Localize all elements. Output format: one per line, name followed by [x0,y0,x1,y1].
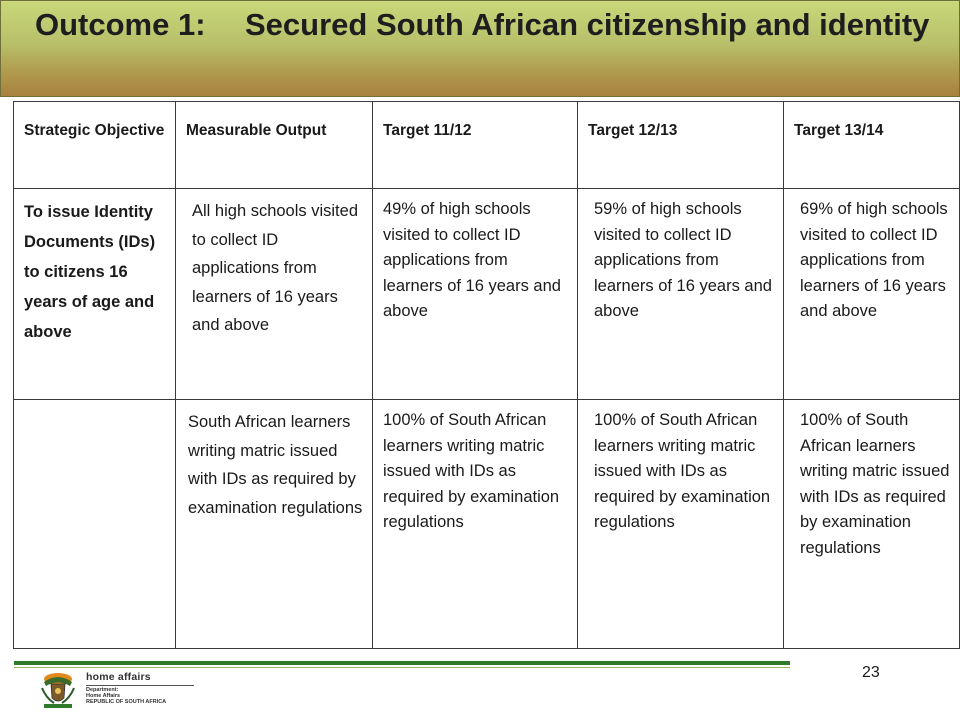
table-row [14,189,960,400]
outcome-label: Outcome 1: [35,7,206,42]
target-1112-cell: 100% of South African learners writing matric issued with IDs as required by examination regulations [373,400,578,649]
outcome-title: Secured South African citizenship and identity [245,7,930,42]
column-header: Target 11/12 [373,102,578,189]
table-row [14,400,960,649]
brand-home-affairs: Home Affairs [86,693,121,699]
footer-divider-thin [14,667,790,668]
column-header: Measurable Output [176,102,373,189]
brand-republic: REPUBLIC OF SOUTH AFRICA [86,699,167,705]
footer-divider [14,661,790,665]
home-affairs-brand [86,672,206,705]
target-1112-cell: 49% of high schools visited to collect ID applications from learners of 16 years and above [373,189,578,400]
coat-of-arms-icon [34,670,82,710]
target-1213-cell: 59% of high schools visited to collect ID applications from learners of 16 years and above [578,189,784,400]
column-header: Strategic Objective [14,102,176,189]
table-header-row [14,102,960,189]
brand-name: home affairs [86,671,151,683]
target-1213-cell: 100% of South African learners writing matric issued with IDs as required by examination regulations [578,400,784,649]
brand-department: Department: [86,687,119,693]
strategic-objective-cell [14,400,176,649]
targets-table [13,101,960,649]
measurable-output-cell: South African learners writing matric issued with IDs as required by examination regulations [176,400,373,649]
target-1314-cell: 69% of high schools visited to collect ID applications from learners of 16 years and above [784,189,960,400]
measurable-output-cell: All high schools visited to collect ID applications from learners of 16 years and above [176,189,373,400]
slide-header [0,0,960,97]
column-header: Target 13/14 [784,102,960,189]
column-header: Target 12/13 [578,102,784,189]
brand-underline [86,685,194,686]
page-number: 23 [862,664,880,681]
target-1314-cell: 100% of South African learners writing matric issued with IDs as required by examination regulations [784,400,960,649]
strategic-objective-cell: To issue Identity Documents (IDs) to citizens 16 years of age and above [14,189,176,400]
